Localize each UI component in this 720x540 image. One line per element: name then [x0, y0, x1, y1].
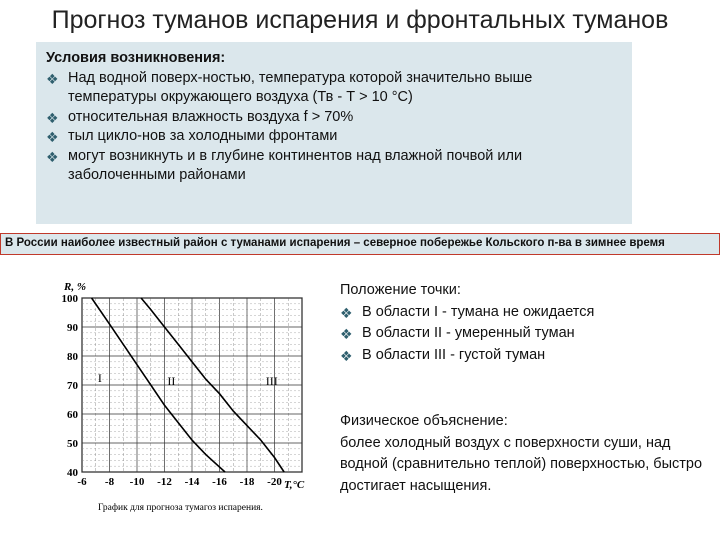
y-tick-label: 100 [61, 293, 78, 305]
physics-text: более холодный воздух с поверхности суши, над водной (сравнительно теплой) поверхностью, быстро достигает насыщения. [340, 434, 703, 494]
list-item-text: В области III - густой туман [362, 346, 546, 363]
region-label: I [97, 371, 102, 386]
diamond-bullet-icon: ❖ [340, 326, 353, 342]
list-item-text: В области I - тумана не ожидается [362, 303, 595, 320]
region-label: III [265, 374, 278, 388]
x-tick-label: -14 [184, 476, 200, 488]
list-item-text: могут возникнуть и в глубине континентов над влажной почвой или заболоченными районами [68, 147, 523, 183]
region-banner: В России наиболее известный район с туманами испарения – северное побережье Кольского п-ва в зимнее время [0, 233, 720, 255]
diamond-bullet-icon: ❖ [46, 70, 59, 87]
list-item-text: Над водной поверх-ностью, температура которой значительно выше температуры окружающего воздуха (Тв - Т > 10 °С) [68, 69, 533, 105]
y-axis-label: R, % [64, 281, 86, 293]
fog-forecast-chart [0, 270, 330, 520]
conditions-list [46, 69, 624, 186]
x-tick-label: -16 [212, 476, 227, 488]
y-tick-label: 60 [67, 409, 78, 421]
y-tick-label: 80 [67, 351, 78, 363]
list-item [340, 323, 710, 345]
diamond-bullet-icon: ❖ [46, 148, 59, 165]
physics-heading: Физическое объяснение: [340, 413, 508, 429]
x-tick-label: -12 [157, 476, 172, 488]
x-axis-label: T,°C [284, 479, 305, 491]
diamond-bullet-icon: ❖ [46, 109, 59, 126]
conditions-box [36, 42, 632, 224]
x-tick-label: -6 [77, 476, 87, 488]
chart-caption: График для прогноза тумагоз испарения. [98, 503, 263, 513]
position-list [340, 302, 710, 367]
chart-axis-labels [62, 293, 283, 488]
point-position [340, 280, 710, 366]
list-item-text: тыл цикло-нов за холодными фронтами [68, 128, 338, 144]
list-item-text: относительная влажность воздуха f > 70% [68, 108, 354, 125]
position-heading: Положение точки: [340, 282, 461, 298]
diamond-bullet-icon: ❖ [340, 347, 353, 364]
x-tick-label: -10 [129, 476, 145, 488]
x-tick-label: -18 [239, 476, 255, 488]
list-item [340, 302, 710, 324]
list-item [46, 147, 624, 186]
list-item [46, 127, 624, 147]
y-tick-label: 50 [67, 438, 78, 450]
diamond-bullet-icon: ❖ [340, 304, 353, 321]
list-item [340, 345, 710, 367]
y-tick-label: 40 [67, 467, 78, 479]
region-label: II [167, 374, 176, 388]
x-tick-label: -20 [267, 476, 282, 488]
conditions-heading: Условия возникновения: [46, 50, 226, 66]
list-item [46, 108, 624, 128]
y-tick-label: 70 [67, 380, 78, 392]
x-tick-label: -8 [104, 476, 115, 488]
y-tick-label: 90 [67, 322, 78, 334]
list-item-text: В области II - умеренный туман [362, 325, 575, 341]
slide-title: Прогноз туманов испарения и фронтальных туманов [51, 6, 669, 34]
physical-explanation [340, 411, 710, 497]
list-item [46, 69, 624, 108]
diamond-bullet-icon: ❖ [46, 129, 59, 145]
